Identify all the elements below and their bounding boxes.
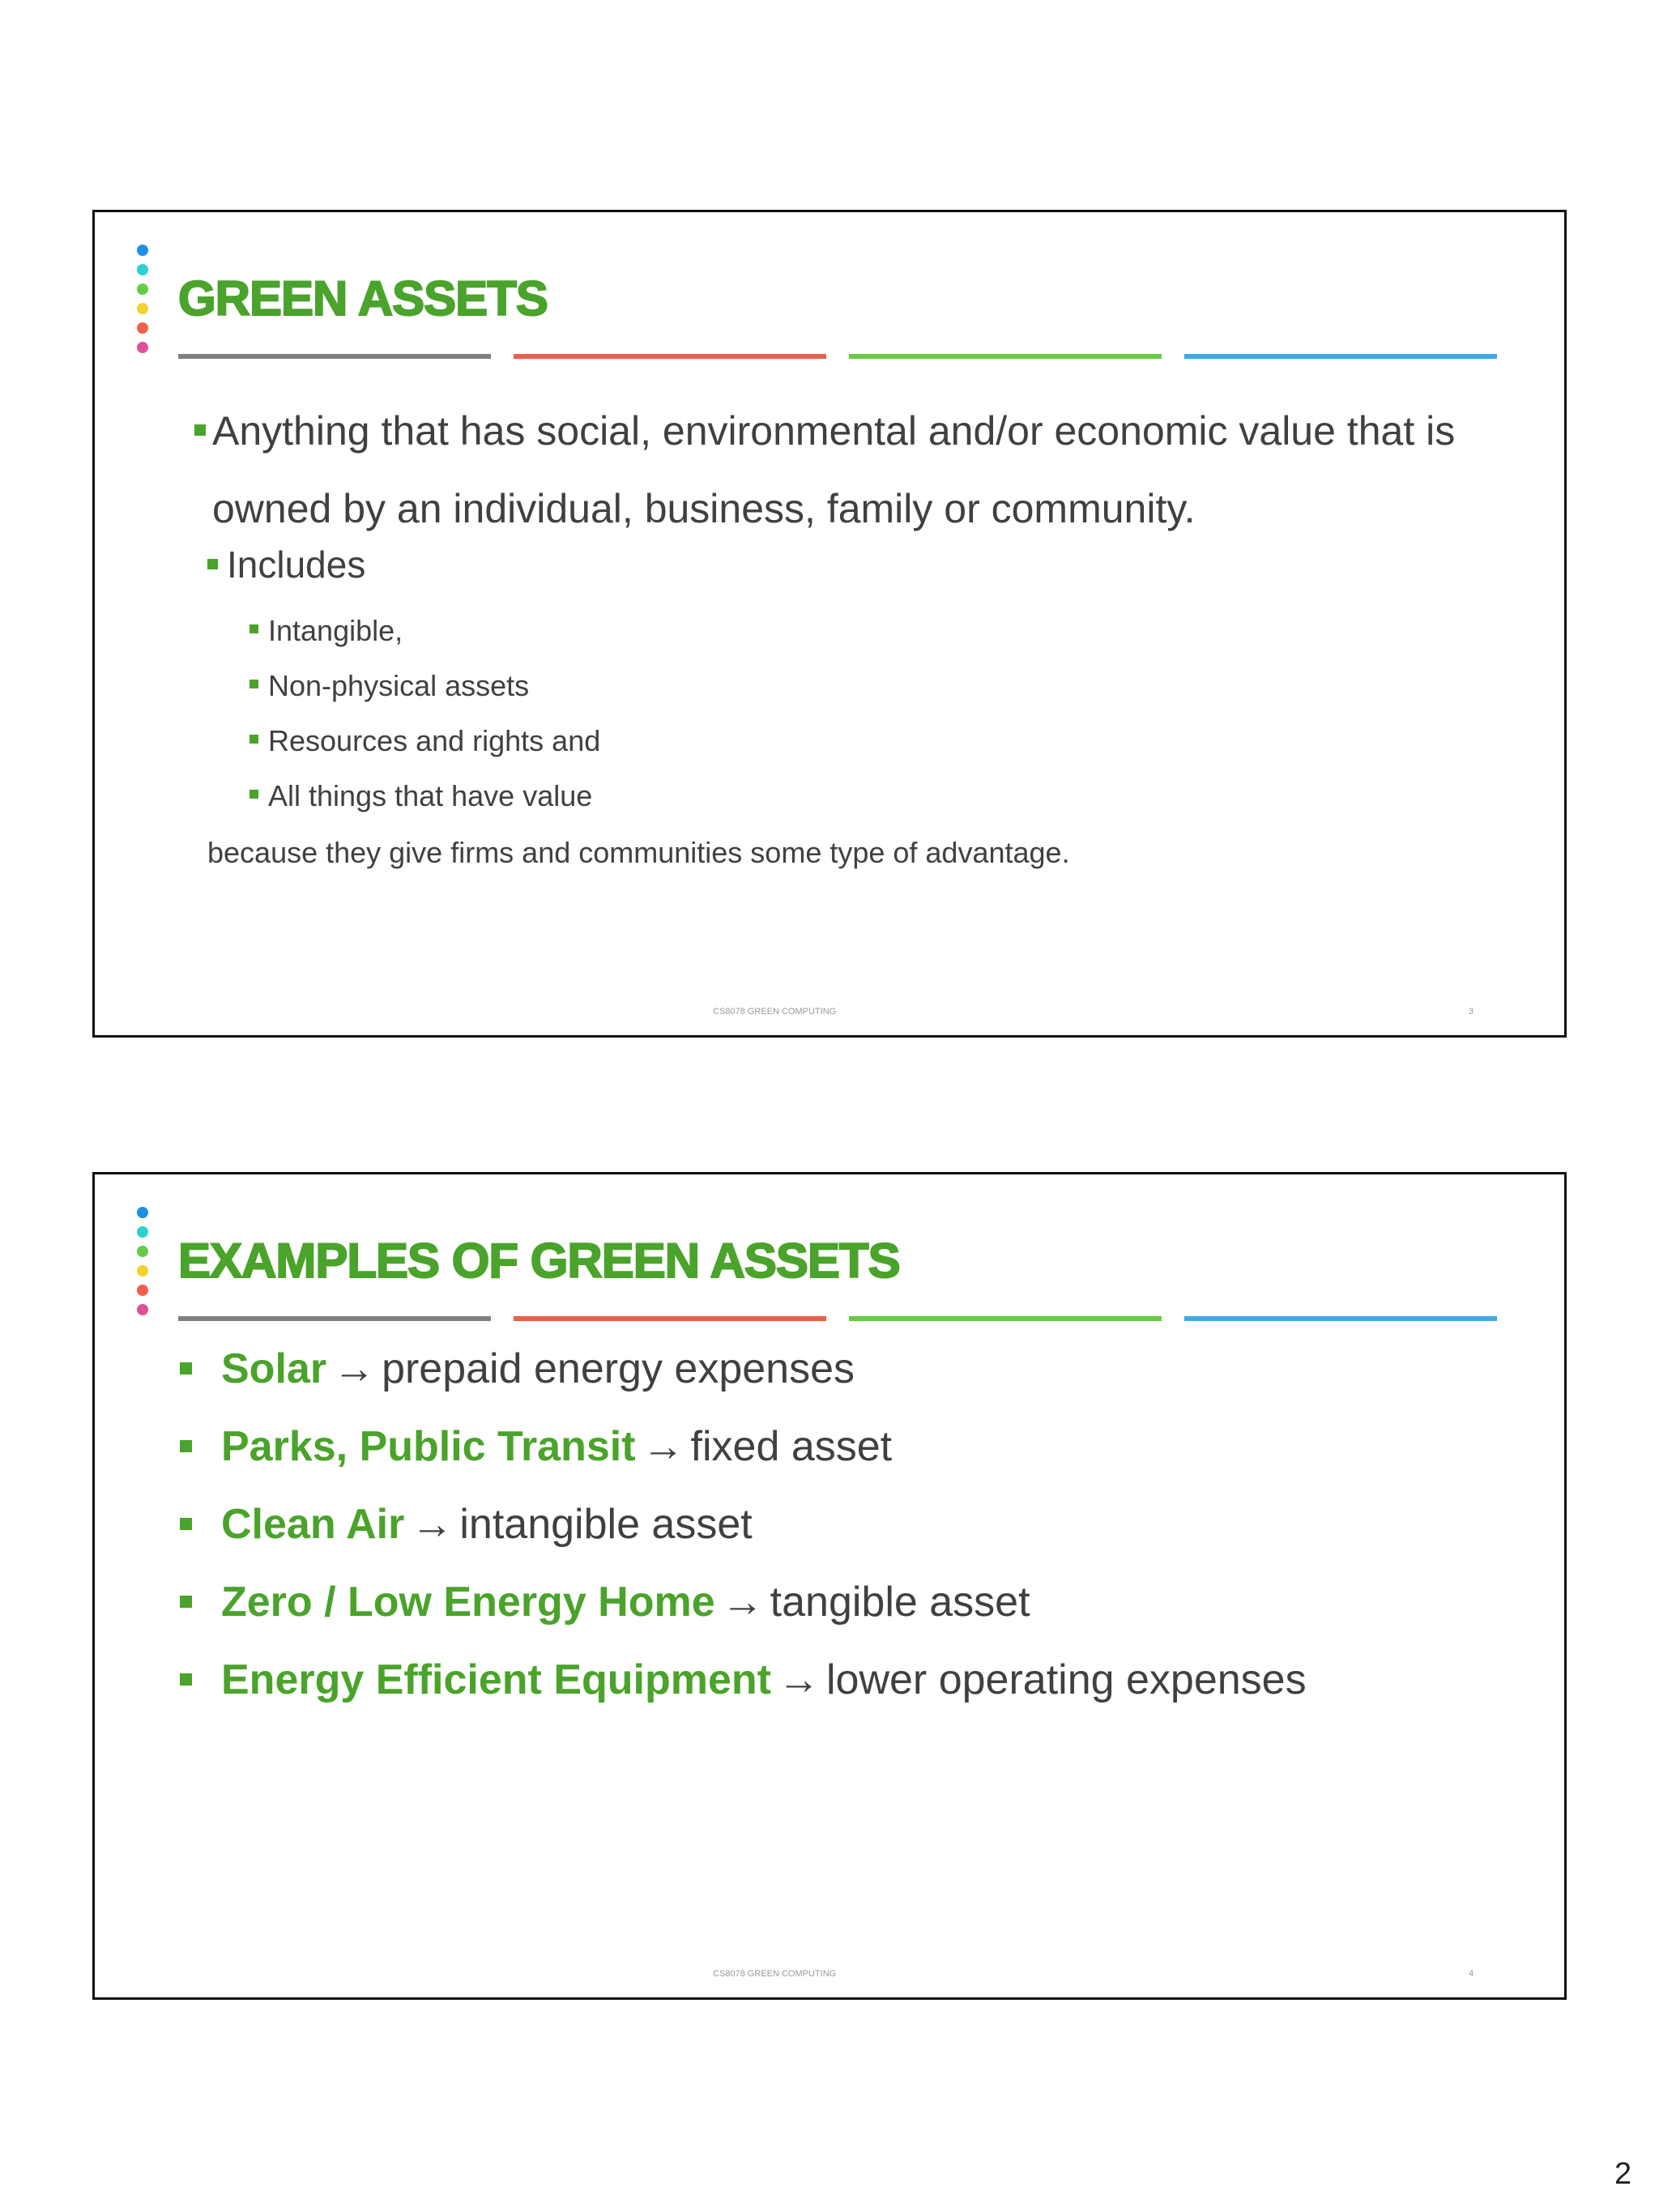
- rule-blue: [1184, 1316, 1497, 1321]
- slide-green-assets: [92, 210, 1567, 1038]
- arrow-right-icon: →: [721, 1579, 764, 1626]
- bullet-square-icon: [194, 424, 206, 436]
- title-underline-rules: [178, 354, 1567, 359]
- bullet-square-icon: [249, 790, 258, 799]
- bullet-square-icon: [249, 624, 258, 633]
- bullet-square-icon: [180, 1673, 192, 1686]
- slide-examples-of-green-assets: [92, 1172, 1567, 2000]
- asset-category: prepaid energy expenses: [382, 1345, 855, 1392]
- rule-blue: [1184, 354, 1497, 359]
- asset-category: tangible asset: [770, 1579, 1030, 1626]
- arrow-right-icon: →: [777, 1656, 820, 1703]
- dot-blue: [137, 245, 148, 256]
- includes-bullet: [227, 543, 365, 586]
- arrow-right-icon: →: [642, 1423, 684, 1470]
- asset-term: Solar: [221, 1345, 327, 1392]
- footer-course: CS8078 GREEN COMPUTING: [713, 1007, 837, 1016]
- dot-red: [137, 322, 148, 334]
- slide-footer: [95, 1969, 1567, 1980]
- dot-pink: [137, 342, 148, 353]
- asset-term: Clean Air: [221, 1501, 405, 1548]
- dot-cyan: [137, 264, 148, 275]
- bullet-square-icon: [180, 1518, 192, 1530]
- decorative-dots: [137, 1207, 153, 1323]
- page-number: 2: [1614, 2157, 1632, 2191]
- sub-bullet: [268, 724, 600, 758]
- bullet-square-icon: [180, 1596, 192, 1608]
- rule-green: [849, 354, 1162, 359]
- bullet-square-icon: [180, 1362, 192, 1375]
- continuation-text: because they give firms and communities some type of advantage.: [207, 836, 1070, 869]
- sub-bullet: [268, 614, 403, 648]
- slide-footer: [95, 1007, 1567, 1018]
- rule-red: [514, 354, 826, 359]
- sub-bullet-text: All things that have value: [268, 779, 593, 812]
- arrow-right-icon: →: [411, 1501, 454, 1548]
- slide-title: EXAMPLES OF GREEN ASSETS: [178, 1234, 900, 1288]
- asset-category: lower operating expenses: [825, 1656, 1307, 1703]
- sub-bullet: [268, 779, 592, 813]
- dot-yellow: [137, 303, 148, 314]
- rule-gray: [178, 1316, 491, 1321]
- sub-bullet-text: Non-physical assets: [268, 669, 530, 702]
- main-bullet-text: Anything that has social, environmental and/or economic value that is owned by an individual, business, family or community.: [212, 408, 1456, 531]
- arrow-right-icon: →: [333, 1345, 376, 1392]
- main-bullet: [212, 392, 1567, 548]
- slide-title: GREEN ASSETS: [178, 271, 548, 326]
- dot-green: [137, 283, 148, 295]
- asset-term: Parks, Public Transit: [221, 1423, 636, 1470]
- dot-red: [137, 1285, 148, 1296]
- sub-bullet-text: Intangible,: [268, 614, 403, 647]
- asset-term: Zero / Low Energy Home: [221, 1579, 715, 1626]
- asset-category: fixed asset: [690, 1423, 893, 1470]
- bullet-square-icon: [249, 680, 258, 688]
- bullet-square-icon: [180, 1440, 192, 1452]
- bullet-square-icon: [207, 559, 218, 569]
- rule-green: [849, 1316, 1162, 1321]
- sub-bullet-text: Resources and rights and: [268, 724, 601, 757]
- includes-text: Includes: [227, 543, 366, 586]
- asset-category: intangible asset: [459, 1501, 753, 1548]
- bullet-square-icon: [249, 735, 258, 744]
- dot-pink: [137, 1304, 148, 1315]
- rule-gray: [178, 354, 491, 359]
- dot-cyan: [137, 1226, 148, 1238]
- dot-blue: [137, 1207, 148, 1218]
- dot-yellow: [137, 1265, 148, 1276]
- slide-number: 3: [1469, 1007, 1474, 1016]
- asset-term: Energy Efficient Equipment: [221, 1656, 771, 1703]
- decorative-dots: [137, 245, 153, 361]
- slide-number: 4: [1469, 1969, 1474, 1979]
- title-underline-rules: [178, 1316, 1567, 1321]
- dot-green: [137, 1246, 148, 1257]
- rule-red: [514, 1316, 826, 1321]
- footer-course: CS8078 GREEN COMPUTING: [713, 1969, 837, 1979]
- sub-bullet: [268, 669, 529, 703]
